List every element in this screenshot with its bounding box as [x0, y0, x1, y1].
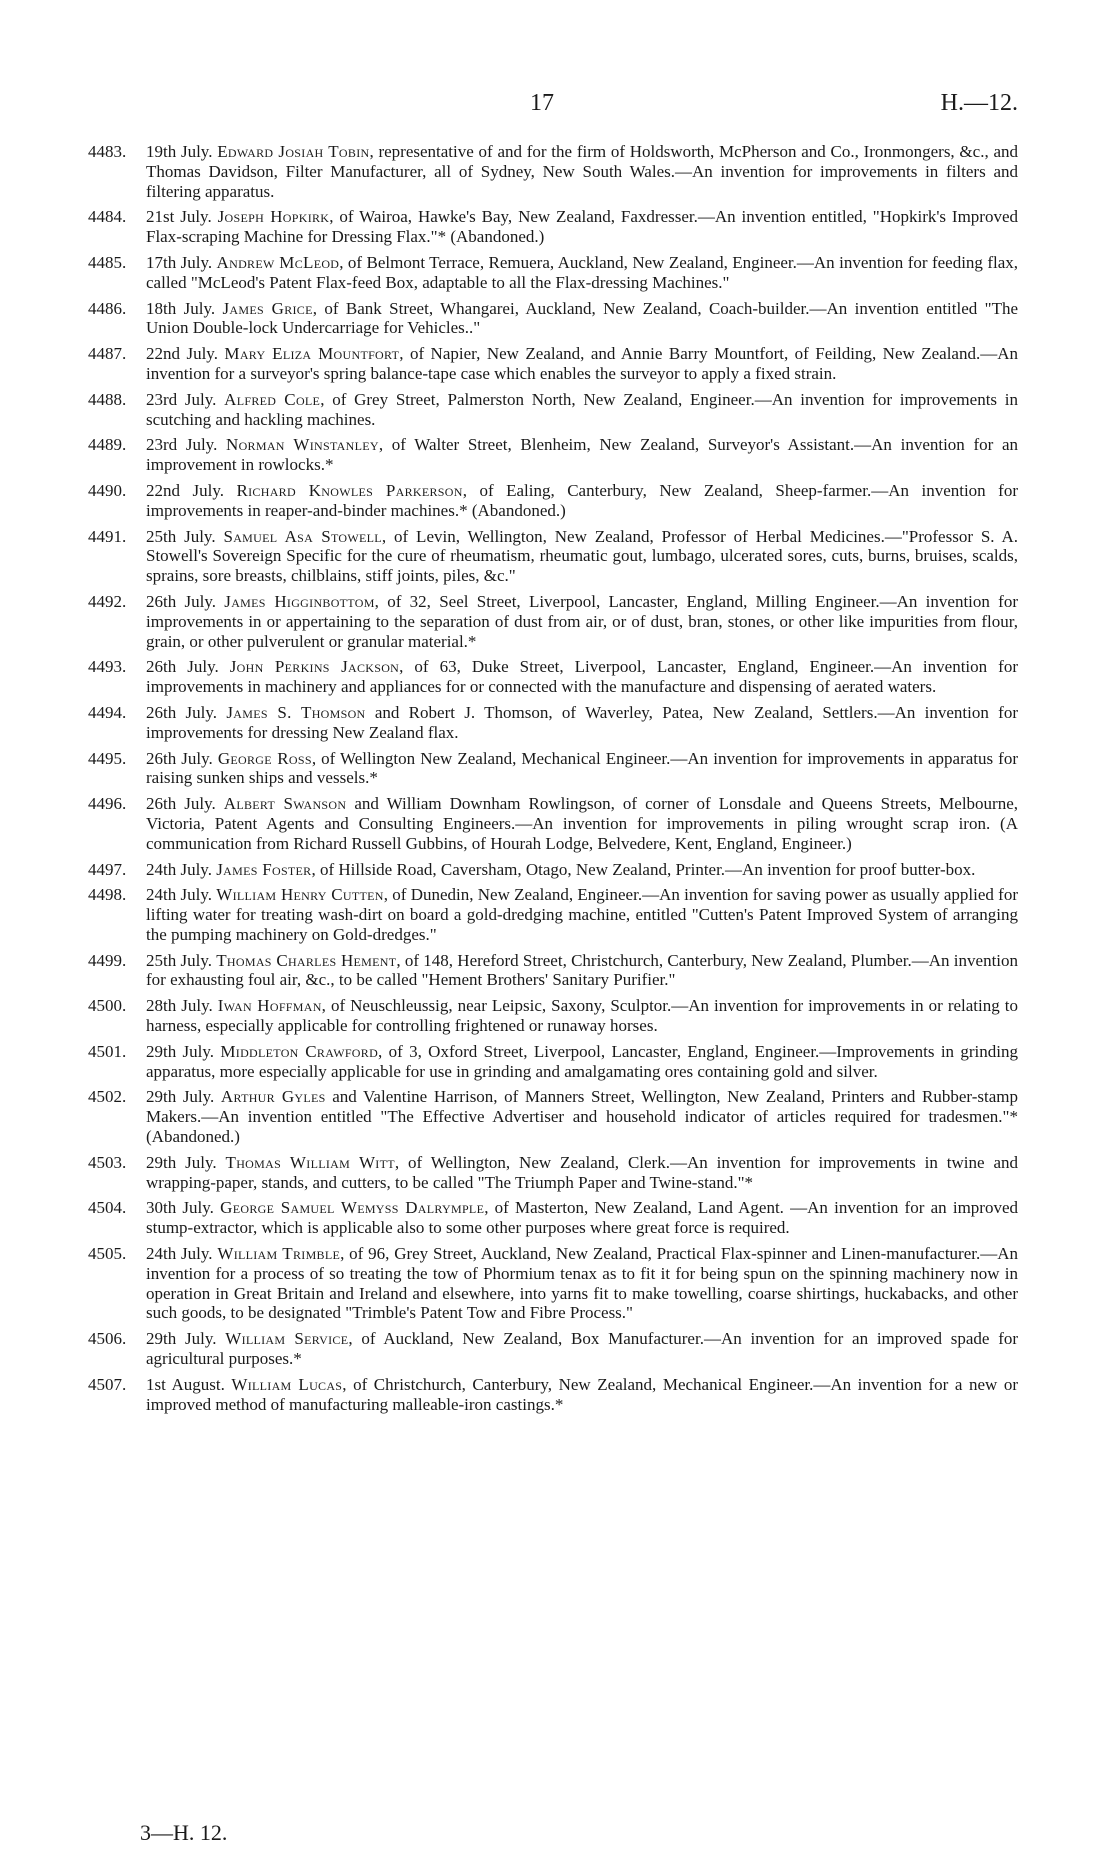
- entry-body: [146, 142, 1018, 201]
- entry-number: 4506.: [88, 1329, 127, 1349]
- patent-entry: [88, 390, 1018, 430]
- entry-body: [146, 703, 1018, 743]
- entry-number: 4505.: [88, 1244, 127, 1264]
- patent-entry: [88, 860, 1018, 880]
- entry-body: [146, 1042, 1018, 1082]
- entry-number: 4500.: [88, 996, 127, 1016]
- applicant-name: Joseph Hopkirk: [217, 207, 330, 227]
- applicant-name: James S. Thomson: [226, 702, 366, 722]
- entry-date: 26th July.: [146, 748, 213, 768]
- entry-date: 23rd July.: [146, 389, 217, 409]
- entry-body: [146, 344, 1018, 384]
- entry-date: 29th July.: [146, 1152, 217, 1172]
- entry-date: 29th July.: [146, 1041, 215, 1061]
- applicant-name: William Service: [225, 1329, 349, 1349]
- entry-description: , of 148, Hereford Street, Christchurch, Canterbury, New Zealand, Plumber.—An invention for exhausting foul air, &c., to be called "Hement Brothers' Sanitary Purifier.": [146, 950, 1019, 990]
- entry-body: [146, 390, 1018, 430]
- applicant-name: Thomas William Witt: [225, 1152, 395, 1172]
- entry-number: 4492.: [88, 591, 127, 611]
- entry-description: , of Belmont Terrace, Remuera, Auckland, New Zealand, Engineer.—An invention for feeding flax, called "McLeod's Patent Flax-feed Box, adaptable to all the Flax-dressing Machines.": [146, 252, 1018, 292]
- entry-description: , of Napier, New Zealand, and Annie Barry Mountfort, of Feilding, New Zealand.—An invention for a surveyor's spring balance-tape case which enables the surveyor to apply a fixed strain.: [146, 344, 1018, 383]
- entry-number: 4490.: [88, 480, 127, 500]
- entry-date: 22nd July.: [146, 344, 218, 364]
- entry-number: 4496.: [88, 794, 127, 814]
- entry-date: 21st July.: [146, 207, 212, 227]
- applicant-name: James Grice: [222, 298, 313, 318]
- patent-entry: [88, 207, 1018, 247]
- entry-body: [146, 253, 1018, 293]
- applicant-name: George Ross: [217, 748, 312, 768]
- applicant-name: Edward Josiah Tobin: [217, 142, 370, 161]
- applicant-name: Alfred Cole: [224, 389, 321, 409]
- entry-number: 4483.: [88, 142, 127, 161]
- entry-body: [146, 592, 1018, 651]
- applicant-name: Thomas Charles Hement: [216, 950, 397, 970]
- entry-number: 4486.: [88, 298, 127, 318]
- patent-entry: [88, 344, 1018, 384]
- patent-entry: [88, 1153, 1018, 1193]
- entry-body: [146, 657, 1018, 697]
- entry-description: , of 32, Seel Street, Liverpool, Lancaster, England, Milling Engineer.—An invention for improvements in or appertaining to the separation of dust from air, or of dust, bran, stones, or other like impurities from flour, grain, or other pulverulent or granular material.*: [146, 591, 1019, 651]
- applicant-name: Samuel Asa Stowell: [223, 526, 382, 546]
- entry-body: [146, 951, 1018, 991]
- entry-description: , of Wellington, New Zealand, Clerk.—An invention for improvements in twine and wrapping-paper, stands, and cutters, to be called "The Triumph Paper and Twine-stand."*: [146, 1152, 1018, 1192]
- patent-entry: [88, 592, 1018, 651]
- entry-date: 26th July.: [146, 794, 216, 814]
- patent-entry: [88, 703, 1018, 743]
- applicant-name: William Henry Cutten: [216, 885, 384, 905]
- entry-number: 4484.: [88, 207, 127, 227]
- entry-description: , of Auckland, New Zealand, Box Manufacturer.—An invention for an improved spade for agricultural purposes.*: [146, 1329, 1019, 1369]
- entry-body: [146, 1087, 1018, 1146]
- page-header: [0, 90, 1114, 130]
- entry-date: 24th July.: [146, 885, 212, 905]
- patent-entry: [88, 1329, 1018, 1369]
- entry-body: [146, 1198, 1018, 1238]
- entry-body: [146, 794, 1018, 853]
- entry-body: [146, 435, 1018, 475]
- patent-entry: [88, 996, 1018, 1036]
- document-reference: H.—12.: [940, 90, 1018, 116]
- entry-number: 4498.: [88, 885, 127, 905]
- entry-date: 29th July.: [146, 1087, 215, 1107]
- entry-body: [146, 1153, 1018, 1193]
- applicant-name: Mary Eliza Mountfort: [224, 344, 400, 364]
- entry-date: 26th July.: [146, 702, 218, 722]
- entry-date: 26th July.: [146, 657, 219, 677]
- entry-number: 4487.: [88, 344, 127, 364]
- entry-body: [146, 207, 1018, 247]
- entry-date: 30th July.: [146, 1198, 214, 1218]
- patent-entry: [88, 253, 1018, 293]
- entry-number: 4497.: [88, 859, 127, 879]
- entry-description: , of Wairoa, Hawke's Bay, New Zealand, Faxdresser.—An invention entitled, "Hopkirk's Improved Flax-scraping Machine for Dressing Flax."* (Abandoned.): [146, 207, 1019, 247]
- applicant-name: Norman Winstanley: [226, 435, 379, 455]
- entry-body: [146, 996, 1018, 1036]
- entry-date: 29th July.: [146, 1329, 217, 1349]
- patent-entry: [88, 1087, 1018, 1146]
- entry-number: 4495.: [88, 748, 127, 768]
- entry-description: , of Dunedin, New Zealand, Engineer.—An invention for saving power as usually applied for lifting water for treating wash-dirt on board a gold-dredging machine, entitled "Cutten's Patent Improved System of arranging the pumping machinery on Gold-dredges.": [146, 885, 1018, 944]
- applicant-name: James Foster: [216, 859, 312, 879]
- applicant-name: George Samuel Wemyss Dalrymple: [220, 1198, 485, 1218]
- entry-number: 4494.: [88, 702, 127, 722]
- applicant-name: Richard Knowles Parkerson: [236, 480, 463, 500]
- entry-number: 4485.: [88, 252, 127, 272]
- entry-number: 4501.: [88, 1041, 127, 1061]
- entry-body: [146, 885, 1018, 944]
- patent-entry: [88, 1244, 1018, 1323]
- entry-description: , of 63, Duke Street, Liverpool, Lancaster, England, Engineer.—An invention for improvements in machinery and appliances for or connected with the manufacture and dispensing of aerated waters.: [146, 657, 1018, 697]
- applicant-name: William Trimble: [217, 1244, 341, 1264]
- entry-description: , of Ealing, Canterbury, New Zealand, Sheep-farmer.—An invention for improvements in reaper-and-binder machines.* (Abandoned.): [146, 480, 1018, 520]
- patent-entry: [88, 794, 1018, 853]
- entry-number: 4503.: [88, 1152, 127, 1172]
- applicant-name: Middleton Crawford: [220, 1041, 379, 1061]
- entry-number: 4504.: [88, 1198, 127, 1218]
- applicant-name: John Perkins Jackson: [229, 657, 400, 677]
- entry-description: and Robert J. Thomson, of Waverley, Patea, New Zealand, Settlers.—An invention for improvements for dressing New Zealand flax.: [146, 702, 1019, 742]
- patent-entry: [88, 951, 1018, 991]
- applicant-name: James Higginbottom: [224, 591, 375, 611]
- entry-description: , of 96, Grey Street, Auckland, New Zealand, Practical Flax-spinner and Linen-manufacturer.—An invention for a process of so treating the tow of Phormium tenax as to fit it for being spun on the spinning machinery now in operation in Great Britain and Ireland and elsewhere, into yarns fit to make towelling, coarse shirtings, huckabacks, and other such goods, to be designated "Trimble's Patent Tow and Fibre Process.": [146, 1244, 1019, 1323]
- entry-description: , of 3, Oxford Street, Liverpool, Lancaster, England, Engineer.—Improvements in grinding apparatus, more especially applicable for use in grinding and amalgamating ores containing gold and silver.: [146, 1041, 1018, 1081]
- patent-entry: [88, 481, 1018, 521]
- entry-description: , of Hillside Road, Caversham, Otago, New Zealand, Printer.—An invention for proof butter-box.: [311, 859, 976, 879]
- applicant-name: William Lucas: [231, 1374, 343, 1394]
- entry-body: [146, 299, 1018, 339]
- patent-entry: [88, 142, 1018, 201]
- entry-date: 18th July.: [146, 298, 216, 318]
- entry-description: and Valentine Harrison, of Manners Street, Wellington, New Zealand, Printers and Rubber-stamp Makers.—An invention entitled "The Effective Advertiser and household indicator of articles required for tradesmen."* (Abandoned.): [146, 1087, 1019, 1147]
- patent-entry: [88, 885, 1018, 944]
- patent-entry: [88, 527, 1018, 586]
- entry-description: and William Downham Rowlingson, of corner of Lonsdale and Queens Streets, Melbourne, Victoria, Patent Agents and Consulting Engineers.—An invention for improvements in piling wrought scrap iron. (A communication from Richard Russell Gubbins, of Hourah Lodge, Belvedere, Kent, England, Engineer.): [146, 794, 1019, 853]
- applicant-name: Iwan Hoffman: [217, 996, 322, 1016]
- patent-entry: [88, 657, 1018, 697]
- entry-number: 4502.: [88, 1087, 127, 1107]
- entry-body: [146, 527, 1018, 586]
- entry-date: 17th July.: [146, 252, 213, 272]
- entry-number: 4489.: [88, 435, 127, 455]
- patent-entry: [88, 1375, 1018, 1415]
- page-number: 17: [530, 90, 554, 116]
- entry-description: , of Levin, Wellington, New Zealand, Professor of Herbal Medicines.—"Professor S. A. Stowell's Sovereign Specific for the cure of rheumatism, rheumatic gout, lumbago, ulcerated sores, cuts, burns, bruises, scalds, sprains, sore breasts, chilblains, stiff joints, piles, &c.": [146, 526, 1018, 586]
- entry-date: 24th July.: [146, 859, 212, 879]
- entry-number: 4499.: [88, 950, 127, 970]
- entry-date: 23rd July.: [146, 435, 218, 455]
- entry-date: 24th July.: [146, 1244, 213, 1264]
- entry-description: , of Wellington New Zealand, Mechanical Engineer.—An invention for improvements in apparatus for raising sunken ships and vessels.*: [146, 748, 1018, 788]
- applicant-name: Andrew McLeod: [216, 252, 340, 272]
- applicant-name: Albert Swanson: [223, 794, 347, 814]
- patent-entry: [88, 299, 1018, 339]
- patent-entry: [88, 1042, 1018, 1082]
- entry-description: , representative of and for the firm of Holdsworth, McPherson and Co., Ironmongers, &c., and Thomas Davidson, Filter Manufacturer, all of Sydney, New South Wales.—An invention for improvements in filters and filtering apparatus.: [146, 142, 1018, 201]
- entry-number: 4488.: [88, 389, 127, 409]
- entry-body: [146, 1244, 1018, 1323]
- patent-entries-list: [88, 142, 1018, 1420]
- entry-date: 26th July.: [146, 591, 216, 611]
- sheet-signature: 3—H. 12.: [140, 1820, 228, 1845]
- entry-number: 4493.: [88, 657, 127, 677]
- entry-number: 4507.: [88, 1374, 127, 1394]
- entry-date: 25th July.: [146, 526, 216, 546]
- entry-body: [146, 1375, 1018, 1415]
- entry-description: , of Neuschleussig, near Leipsic, Saxony, Sculptor.—An invention for improvements in or relating to harness, especially applicable for controlling frightened or runaway horses.: [146, 996, 1019, 1036]
- patent-entry: [88, 435, 1018, 475]
- entry-number: 4491.: [88, 526, 127, 546]
- patent-entry: [88, 1198, 1018, 1238]
- entry-description: , of Walter Street, Blenheim, New Zealand, Surveyor's Assistant.—An invention for an improvement in rowlocks.*: [146, 435, 1019, 475]
- entry-body: [146, 1329, 1018, 1369]
- applicant-name: Arthur Gyles: [220, 1087, 326, 1107]
- entry-description: , of Christchurch, Canterbury, New Zealand, Mechanical Engineer.—An invention for a new or improved method of manufacturing malleable-iron castings.*: [146, 1374, 1018, 1414]
- entry-date: 22nd July.: [146, 480, 224, 500]
- entry-date: 1st August.: [146, 1374, 225, 1394]
- entry-description: , of Masterton, New Zealand, Land Agent. —An invention for an improved stump-extractor, which is applicable also to some other purposes where great force is required.: [146, 1198, 1018, 1238]
- entry-date: 25th July.: [146, 950, 212, 970]
- entry-date: 19th July.: [146, 142, 213, 161]
- entry-description: , of Bank Street, Whangarei, Auckland, New Zealand, Coach-builder.—An invention entitled "The Union Double-lock Undercarriage for Vehicles..": [146, 298, 1018, 338]
- entry-body: [146, 481, 1018, 521]
- entry-body: [146, 860, 1018, 880]
- entry-date: 28th July.: [146, 996, 213, 1016]
- patent-entry: [88, 749, 1018, 789]
- entry-description: , of Grey Street, Palmerston North, New Zealand, Engineer.—An invention for improvements in scutching and hackling machines.: [146, 389, 1019, 429]
- entry-body: [146, 749, 1018, 789]
